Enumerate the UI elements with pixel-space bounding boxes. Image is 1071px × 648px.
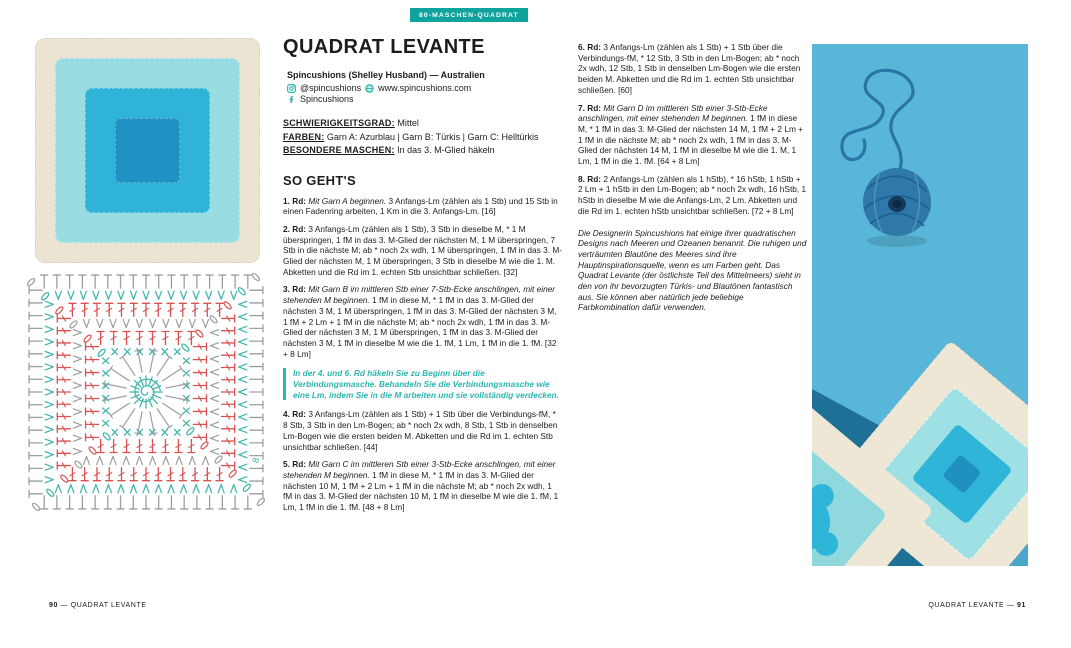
special-stitches-value: In das 3. M-Glied häkeln — [397, 145, 495, 155]
styled-photo — [812, 44, 1028, 566]
tip-note: In der 4. und 6. Rd häkeln Sie zu Beginn über die Verbindungsmasche. Behandeln Sie die Verbindungsmasche wie eine Lm, indem Sie in die M arbeiten und sie vollständig verdecken. — [283, 368, 562, 400]
crochet-square-photo — [35, 38, 260, 263]
category-badge: 80-MASCHEN-QUADRAT — [410, 8, 528, 22]
step-4: 4. Rd: 3 Anfangs-Lm (zählen als 1 Stb) + 1 Stb über die Verbindungs-fM, * 8 Stb, 3 Stb in den Lm-Bogen; ab * noch 2x wdh, 8 Stb, 1 Stb in denselben Lm-Bogen wie die ersten beiden M. Abketten und die Rd im 1. echten Stb unsichtbar schließen. [44] — [283, 409, 558, 452]
facebook-handle: Spincushions — [300, 94, 354, 104]
instagram-handle: @spincushions — [300, 83, 362, 93]
footer-left: 90 — QUADRAT LEVANTE — [49, 602, 147, 609]
page-number-left: 90 — [49, 602, 58, 609]
step-6: 6. Rd: 3 Anfangs-Lm (zählen als 1 Stb) + 1 Stb über die Verbindungs-fM, * 12 Stb, 3 Stb in den Lm-Bogen; ab * noch 2x wdh, 12 Stb, 1 Stb in denselben Lm-Bogen wie die ersten beiden M. Abketten und die Rd im 1. echten Stb unsichtbar schließen. [60] — [578, 42, 801, 95]
colors-label: FARBEN: — [283, 131, 325, 142]
instagram-icon — [287, 84, 296, 93]
step-2: 2. Rd: 3 Anfangs-Lm (zählen als 1 Stb), 3 Stb in dieselbe M, * 1 M überspringen, 1 fM in das 3. M-Glied der nächsten M, 1 M überspringen, 7 Stb in die nächste M; ab * noch 2x wdh, 1 M überspringen, 1 fM in das 3. M-Glied der nächsten M, 1 M überspringen, 3 Stb in dieselbe M wie die 1. M. Abketten und die Rd im 1. echten Stb unsichtbar schließen. [32] — [283, 223, 563, 277]
special-stitches-label: BESONDERE MASCHEN: — [283, 145, 395, 155]
step-8: 8. Rd: 2 Anfangs-Lm (zählen als 1 hStb), * 16 hStb, 1 hStb + 2 Lm + 1 hStb in den Lm-Bogen; ab * noch 2x wdh, 16 hStb, 1 hStb in dieselbe M wie die Anfangs-Lm, 2 Lm. Abketten und die Rd im 1. echten hStb unsichtbar schließen. [72 + 8 Lm] — [578, 173, 807, 216]
pattern-column-right — [578, 42, 807, 313]
footer-title-right: QUADRAT LEVANTE — [928, 602, 1005, 609]
page-title: QUADRAT LEVANTE — [283, 36, 485, 58]
designer-name: Spincushions (Shelley Husband) — Australien — [287, 70, 485, 80]
social-line-2 — [287, 94, 562, 104]
difficulty-label: SCHWIERIGKEITSGRAD: — [283, 118, 395, 128]
social-line-1 — [287, 83, 562, 93]
instructions-heading: SO GEHT'S — [283, 172, 356, 188]
chart-row-number: 8 — [250, 456, 262, 465]
crochet-chart — [20, 266, 272, 518]
footer-title-left: QUADRAT LEVANTE — [70, 602, 147, 609]
difficulty-value: Mittel — [397, 118, 419, 128]
colors-value: Garn A: Azurblau | Garn B: Türkis | Garn C: Helltürkis — [326, 131, 539, 142]
step-3: 3. Rd: Mit Garn B im mittleren Stb einer 7-Stb-Ecke anschlingen, mit einer stehenden M beginnen. 1 fM in diese M, * 1 fM in das 3. M-Glied der nächsten 3 M, 1 M überspringen, 1 fM in das 3. M-Glied der nächsten 3 M, 1 fM + 2 Lm + 1 fM in die nächste M; ab * noch 2x wdh, 1 fM in das 3. M-Glied der nächsten 3 M, 1 M überspringen, 1 fM in das 3. M-Glied der nächsten 3 M, 1 fM in dieselbe M wie die 1. fM, 1 Lm, 1 fM in die 1. fM. [32 + 8 Lm] — [283, 284, 557, 359]
page-number-right: 91 — [1017, 602, 1026, 609]
square-azure-center — [115, 118, 180, 183]
pattern-meta — [283, 117, 562, 158]
styled-photo-graphic — [812, 44, 1028, 566]
step-7: 7. Rd: Mit Garn D im mittleren Stb einer 3-Stb-Ecke anschlingen, mit einer stehenden M beginnen. 1 fM in diese M, * 1 fM in das 3. M-Glied der nächsten 14 M, 1 fM + 2 Lm + 1 fM in die nächste M; ab * noch 2x wdh, 1 fM in das 3. M-Glied der nächsten 14 M, 1 fM in dieselbe M wie die 1. M, 1 Lm, 1 fM in die 1. fM. [64 + 8 Lm] — [578, 102, 804, 167]
footer-right: QUADRAT LEVANTE — 91 — [928, 602, 1026, 609]
globe-icon — [365, 84, 374, 93]
designer-story: Die Designerin Spincushions hat einige ihrer quadratischen Designs nach Meeren und Ozeanen benannt. Die ruhigen und verträumten Blautöne des Meeres sind ihre Hauptinspirationsquelle, wenn es um Farben geht. Das Quadrat Levante (der östlichste Teil des Mittelmeers) sieht in den von ihr bevorzugten Türkis- und Blautönen fantastisch aus. Sie können aber natürlich jede beliebige Farbkombination dafür verwenden. — [578, 227, 807, 313]
facebook-icon — [287, 95, 296, 104]
website-url: www.spincushions.com — [378, 83, 472, 93]
pattern-column-left — [283, 36, 562, 520]
step-5: 5. Rd: Mit Garn C im mittleren Stb einer 3-Stb-Ecke anschlingen, mit einer stehenden M beginnen. 1 fM in diese M, * 1 fM in das 3. M-Glied der nächsten 10 M, 1 fM + 2 Lm + 1 fM in die nächste M; ab * noch 2x wdh, 1 fM in das 3. M-Glied der nächsten 10 M, 1 fM in dieselbe M wie die 1. fM, 1 Lm, 1 fM in die 1. fM. [48 + 8 Lm] — [283, 459, 559, 513]
step-1: 1. Rd: Mit Garn A beginnen. 3 Anfangs-Lm (zählen als 1 Stb) und 15 Stb in einen Fadenring arbeiten, 1 Km in die 3. Anfangs-Lm. [16] — [283, 195, 558, 217]
